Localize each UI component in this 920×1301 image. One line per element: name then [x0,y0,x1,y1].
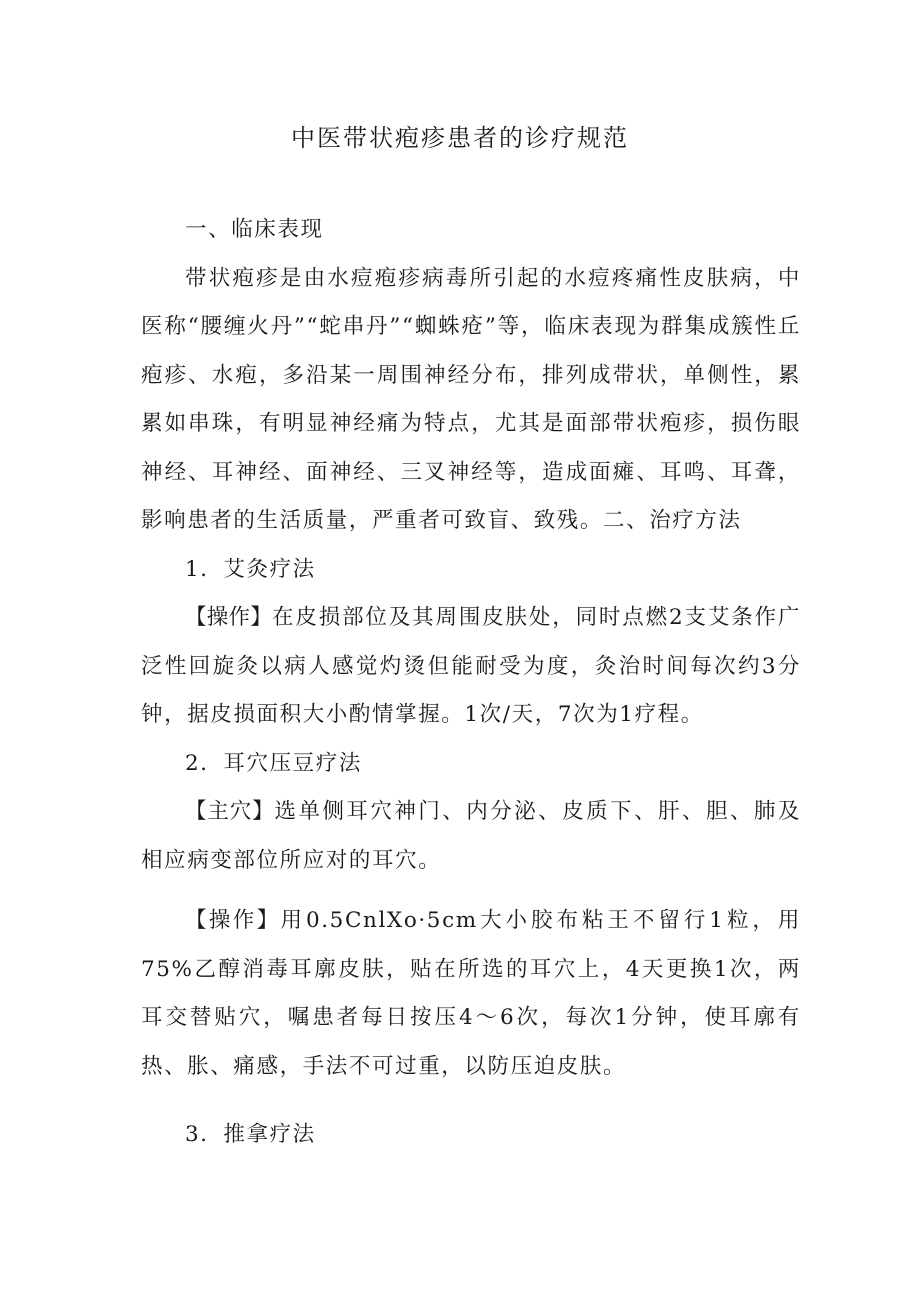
operation-label: 【操作】 [185,605,273,630]
document-body [141,206,801,1160]
operation-label: 【操作】 [185,908,281,933]
document-title: 中医带状疱疹患者的诊疗规范 [291,124,629,152]
paragraph-ear-main-points [141,788,801,885]
method-heading-moxibustion: 1．艾灸疗法 [185,556,316,582]
paragraph-moxibustion-operation [141,594,801,740]
paragraph-clinical-description: 带状疱疹是由水痘疱疹病毒所引起的水痘疼痛性皮肤病，中医称“腰缠火丹”“蛇串丹”“蜘蛛疮”等，临床表现为群集成簇性丘疱疹、水疱，多沿某一周围神经分布，排列成带状，单侧性，累累如串珠，有明显神经痛为特点，尤其是面部带状疱疹，损伤眼神经、耳神经、面神经、三叉神经等，造成面瘫、耳鸣、耳聋，影响患者的生活质量，严重者可致盲、致残。二、治疗方法 [141,265,801,533]
main-points-label: 【主穴】 [185,799,275,824]
method-heading-ear-acupressure: 2．耳穴压豆疗法 [185,750,362,776]
method-heading-massage: 3．推拿疗法 [185,1122,316,1147]
main-points-text: 选单侧耳穴神门、内分泌、皮质下、肝、胆、肺及相应病变部位所应对的耳穴。 [141,799,801,873]
operation-text: 用0.5CnlXo·5cm大小胶布粘王不留行1粒，用75%乙醇消毒耳廓皮肤，贴在所选的耳穴上，4天更换1次，两耳交替贴穴，嘱患者每日按压4～6次，每次1分钟，使耳廓有热、胀、痛感，手法不可过重，以防压迫皮肤。 [141,908,801,1079]
operation-text: 在皮损部位及其周围皮肤处，同时点燃2支艾条作广泛性回旋灸以病人感觉灼烫但能耐受为度，灸治时间每次约3分钟，据皮损面积大小酌情掌握。1次/天，7次为1疗程。 [141,605,801,727]
section-heading-clinical: 一、临床表现 [185,217,324,242]
paragraph-ear-operation [141,897,801,1091]
